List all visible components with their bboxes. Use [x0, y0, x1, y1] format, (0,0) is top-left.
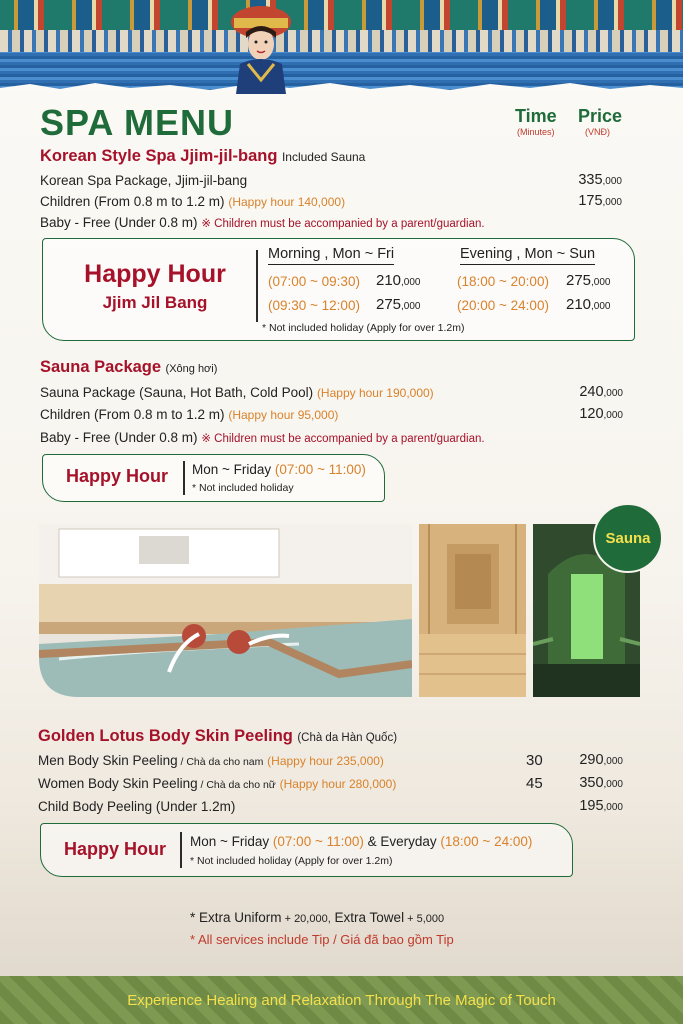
- footer-slogan: Experience Healing and Relaxation Through The Magic of Touch: [127, 991, 556, 1009]
- banner-pattern-middle: [0, 30, 683, 52]
- sauna-section-heading: [40, 358, 217, 377]
- item-price: 120,000: [579, 406, 623, 422]
- sauna-section-note: (Xông hơi): [165, 363, 218, 375]
- item-name: Korean Spa Package, Jjim-jil-bang: [40, 173, 248, 188]
- item-time: 30: [526, 752, 543, 769]
- evening-slot-price: 275,000: [566, 272, 611, 289]
- item-name: Women Body Skin Peeling: [38, 776, 198, 791]
- happy-hour-price: (Happy hour 235,000): [267, 754, 384, 768]
- jjim-section-title: Korean Style Spa Jjim-jil-bang: [40, 147, 278, 165]
- morning-slot: (07:00 ~ 09:30): [268, 274, 360, 289]
- woman-portrait-illustration: [226, 2, 296, 94]
- item-price: 335,000: [578, 172, 622, 188]
- item-name: Children (From 0.8 m to 1.2 m): [40, 194, 225, 209]
- item-name: Child Body Peeling (Under 1.2m): [38, 799, 236, 814]
- jjim-section-note: Included Sauna: [281, 150, 366, 164]
- extras-line: * Extra Uniform + 20,000, Extra Towel + 5,000: [190, 910, 445, 925]
- peeling-happy-hour-time: Mon ~ Friday (07:00 ~ 11:00) & Everyday (18:00 ~ 24:00): [190, 834, 533, 849]
- menu-item: [38, 799, 235, 814]
- price-column-header: Price: [578, 106, 623, 126]
- item-price: 240,000: [579, 384, 623, 400]
- sauna-happy-hour-note: * Not included holiday: [192, 482, 294, 494]
- jjim-happy-hour-note: * Not included holiday (Apply for over 1.2m): [262, 322, 465, 334]
- time-column-unit: (Minutes): [517, 127, 555, 137]
- footer-banner: [0, 976, 683, 1024]
- baby-line: [40, 430, 485, 445]
- morning-slot: (09:30 ~ 12:00): [268, 298, 360, 313]
- peeling-happy-hour-note: * Not included holiday (Apply for over 1.2m): [190, 855, 393, 867]
- evening-slot: (20:00 ~ 24:00): [457, 298, 549, 313]
- menu-item: [38, 776, 396, 791]
- item-price: 195,000: [579, 798, 623, 814]
- menu-item: [40, 173, 247, 188]
- item-name-vn: / Chà da cho nam: [177, 756, 264, 768]
- happy-hour-price: (Happy hour 95,000): [228, 408, 339, 422]
- page-title: SPA MENU: [40, 102, 235, 143]
- peeling-section-note: (Chà da Hàn Quốc): [297, 732, 398, 744]
- baby-text: Baby - Free (Under 0.8 m): [40, 215, 198, 230]
- item-name: Men Body Skin Peeling: [38, 753, 178, 768]
- tip-note: * All services include Tip / Giá đã bao gồm Tip: [190, 932, 454, 947]
- wooden-sauna-photo: [419, 524, 526, 697]
- jjim-section-heading: [40, 147, 365, 166]
- sauna-happy-hour-time: Mon ~ Friday (07:00 ~ 11:00): [192, 462, 366, 477]
- item-price: 175,000: [578, 193, 622, 209]
- peeling-section-title: Golden Lotus Body Skin Peeling: [38, 727, 293, 745]
- menu-item: [38, 753, 384, 768]
- menu-item: [40, 407, 338, 422]
- morning-label: Morning , Mon ~ Fri: [268, 246, 394, 265]
- divider: [183, 461, 185, 495]
- peeling-section-heading: [38, 727, 397, 746]
- morning-slot-price: 275,000: [376, 296, 421, 313]
- item-time: 45: [526, 775, 543, 792]
- sauna-badge: Sauna: [593, 503, 663, 573]
- item-name: Sauna Package (Sauna, Hot Bath, Cold Pool): [40, 385, 314, 400]
- item-name-vn: / Chà da cho nữ: [197, 779, 276, 791]
- child-warning: ※ Children must be accompanied by a parent/guardian.: [201, 433, 485, 445]
- item-name: Children (From 0.8 m to 1.2 m): [40, 407, 225, 422]
- jjim-happy-hour-title: Happy Hour: [84, 260, 226, 288]
- time-column-header: Time: [515, 106, 557, 126]
- baby-line: [40, 215, 485, 230]
- happy-hour-price: (Happy hour 140,000): [228, 195, 346, 209]
- child-warning: ※ Children must be accompanied by a parent/guardian.: [201, 218, 485, 230]
- evening-label: Evening , Mon ~ Sun: [460, 246, 595, 265]
- evening-slot: (18:00 ~ 20:00): [457, 274, 549, 289]
- divider: [256, 250, 258, 322]
- menu-item: [40, 194, 345, 209]
- menu-item: [40, 385, 434, 400]
- happy-hour-price: (Happy hour 190,000): [316, 386, 434, 400]
- sauna-happy-hour-title: Happy Hour: [66, 466, 169, 486]
- banner-torn-edge: [0, 78, 683, 92]
- item-price: 290,000: [579, 752, 623, 768]
- baby-text: Baby - Free (Under 0.8 m): [40, 430, 198, 445]
- divider: [180, 832, 182, 868]
- sauna-section-title: Sauna Package: [40, 358, 162, 376]
- top-banner: [0, 0, 683, 92]
- item-price: 350,000: [579, 775, 623, 791]
- hot-bath-photo: [39, 524, 412, 697]
- price-column-unit: (VNĐ): [585, 127, 610, 137]
- morning-slot-price: 210,000: [376, 272, 421, 289]
- jjim-happy-hour-subtitle: Jjim Jil Bang: [102, 293, 208, 312]
- banner-pattern-top: [0, 0, 683, 30]
- happy-hour-price: (Happy hour 280,000): [279, 777, 397, 791]
- peeling-happy-hour-title: Happy Hour: [64, 839, 167, 859]
- evening-slot-price: 210,000: [566, 296, 611, 313]
